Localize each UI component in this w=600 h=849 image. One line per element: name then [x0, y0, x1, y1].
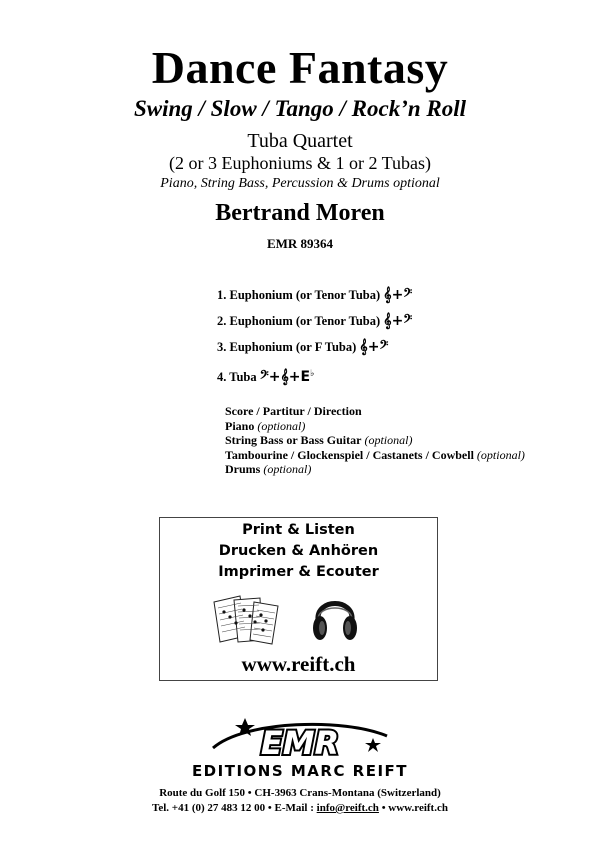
additional-parts: [225, 404, 525, 477]
promo-line-de: Drucken & Anhören: [218, 543, 379, 559]
promo-line-fr: Imprimer & Ecouter: [218, 564, 379, 580]
part-item: [217, 338, 388, 356]
sheet-music-icon: [210, 592, 282, 646]
part-item: [217, 312, 412, 330]
flat-icon: ♭: [310, 368, 315, 378]
part-label: 1. Euphonium (or Tenor Tuba): [217, 288, 381, 302]
composer: Bertrand Moren: [215, 200, 385, 226]
part-item: [217, 286, 412, 304]
part-label: 4. Tuba: [217, 370, 257, 385]
logo-text: EMR: [260, 724, 340, 762]
clef-icon: 𝄞+𝄢: [383, 313, 413, 329]
part-item: [217, 364, 314, 386]
dance-styles: Swing / Slow / Tango / Rock’n Roll: [133, 96, 467, 121]
emr-logo: [205, 718, 395, 762]
clef-icon: 𝄢+𝄞+E: [259, 369, 311, 386]
bass-label: String Bass or Bass Guitar: [225, 433, 362, 447]
optional-tag: (optional): [364, 433, 413, 447]
email-link[interactable]: info@reift.ch: [316, 802, 379, 814]
optional-instruments-note: Piano, String Bass, Percussion & Drums optional: [160, 176, 440, 191]
optional-tag: (optional): [476, 447, 525, 462]
piano-label: Piano: [225, 418, 255, 433]
instrumentation: (2 or 3 Euphoniums & 1 or 2 Tubas): [168, 153, 431, 173]
website-url[interactable]: www.reift.ch: [241, 652, 356, 676]
page-title: Dance Fantasy: [151, 42, 449, 93]
optional-tag: (optional): [263, 462, 312, 476]
print-listen-box: [159, 517, 438, 681]
score-line: Score / Partitur / Direction: [225, 404, 362, 418]
contact-phone: Tel. +41 (0) 27 483 12 00 • E-Mail :: [152, 802, 317, 814]
edition-number: EMR 89364: [266, 236, 334, 251]
promo-line-en: Print & Listen: [242, 522, 355, 538]
clef-icon: 𝄞+𝄢: [383, 287, 413, 303]
drums-label: Drums: [225, 462, 261, 476]
contact-website: • www.reift.ch: [378, 802, 448, 814]
part-label: 3. Euphonium (or F Tuba): [217, 340, 357, 354]
publisher-address: Route du Golf 150 • CH-3963 Crans-Montana (Switzerland): [159, 787, 441, 799]
percussion-label: Tambourine / Glockenspiel / Castanets / Cowbell: [225, 447, 474, 462]
publisher-name: EDITIONS MARC REIFT: [191, 762, 409, 780]
clef-icon: 𝄞+𝄢: [359, 339, 389, 355]
headphones-icon: [310, 588, 360, 644]
ensemble: Tuba Quartet: [247, 130, 353, 152]
optional-tag: (optional): [257, 418, 306, 433]
publisher-contact: [0, 802, 600, 814]
part-label: 2. Euphonium (or Tenor Tuba): [217, 314, 381, 328]
